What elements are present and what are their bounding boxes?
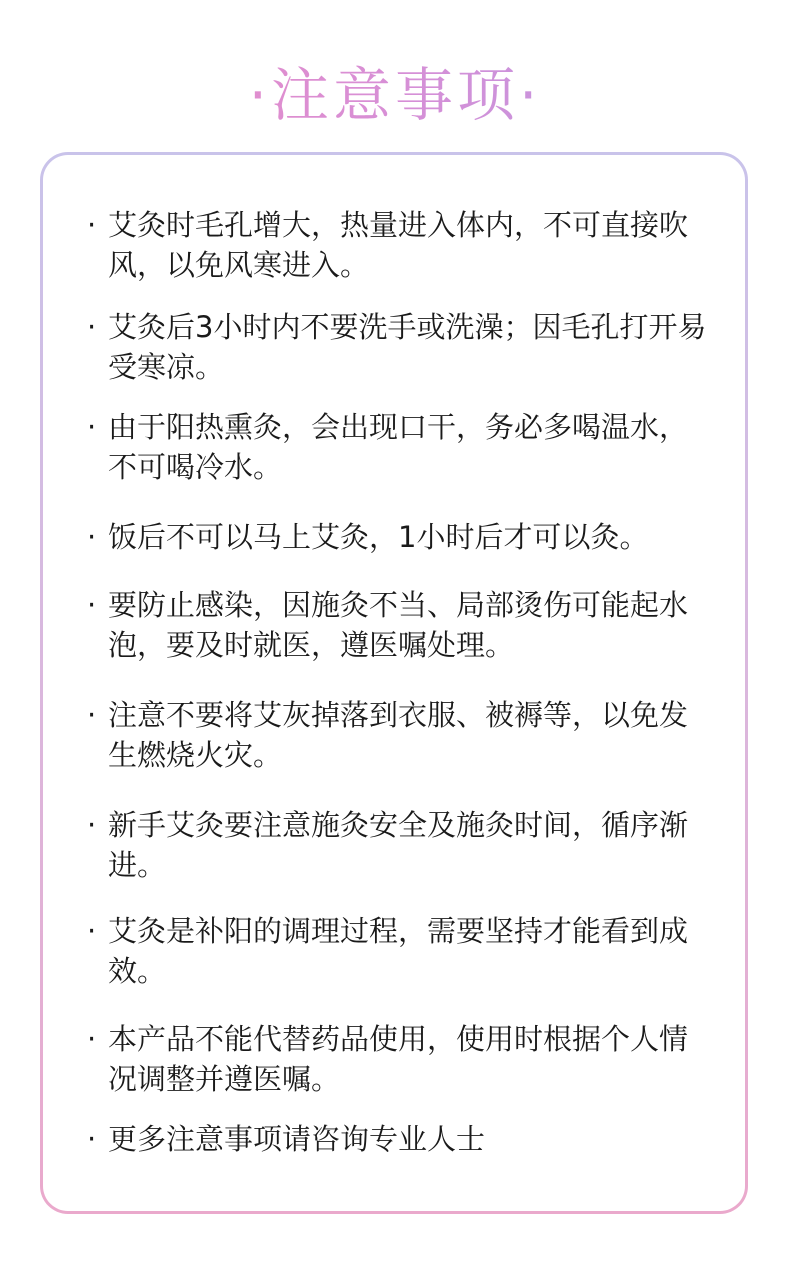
list-item-text: 新手艾灸要注意施灸安全及施灸时间，循序渐进。 (108, 808, 689, 882)
list-item-text: 饭后不可以马上艾灸，1小时后才可以灸。 (108, 520, 649, 554)
list-item-text: 要防止感染，因施灸不当、局部烫伤可能起水泡，要及时就医，遵医嘱处理。 (108, 588, 689, 662)
page-title: ·注意事项· (0, 55, 790, 135)
bullet-dot: · (87, 808, 97, 842)
bullet-dot: · (87, 1122, 97, 1156)
notice-list (43, 155, 745, 1211)
list-item (87, 695, 707, 775)
list-item (87, 517, 707, 557)
list-item (87, 205, 707, 285)
list-item-text: 艾灸后3小时内不要洗手或洗澡；因毛孔打开易受寒凉。 (108, 310, 707, 384)
bullet-dot: · (87, 208, 97, 242)
list-item (87, 1019, 707, 1099)
list-item (87, 805, 707, 885)
list-item-text: 艾灸时毛孔增大，热量进入体内，不可直接吹风，以免风寒进入。 (108, 208, 689, 282)
list-item-text: 本产品不能代替药品使用，使用时根据个人情况调整并遵医嘱。 (108, 1022, 689, 1096)
list-item-text: 注意不要将艾灰掉落到衣服、被褥等，以免发生燃烧火灾。 (108, 698, 689, 772)
bullet-dot: · (87, 588, 97, 622)
list-item (87, 307, 707, 387)
list-item-text: 更多注意事项请咨询专业人士 (108, 1122, 486, 1156)
bullet-dot: · (87, 1022, 97, 1056)
bullet-dot: · (87, 698, 97, 732)
notice-card (40, 152, 748, 1214)
list-item (87, 407, 707, 487)
bullet-dot: · (87, 520, 97, 554)
list-item (87, 585, 707, 665)
list-item (87, 911, 707, 991)
bullet-dot: · (87, 914, 97, 948)
bullet-dot: · (87, 410, 97, 444)
list-item (87, 1119, 707, 1159)
bullet-dot: · (87, 310, 97, 344)
list-item-text: 由于阳热熏灸，会出现口干，务必多喝温水，不可喝冷水。 (108, 410, 689, 484)
list-item-text: 艾灸是补阳的调理过程，需要坚持才能看到成效。 (108, 914, 689, 988)
